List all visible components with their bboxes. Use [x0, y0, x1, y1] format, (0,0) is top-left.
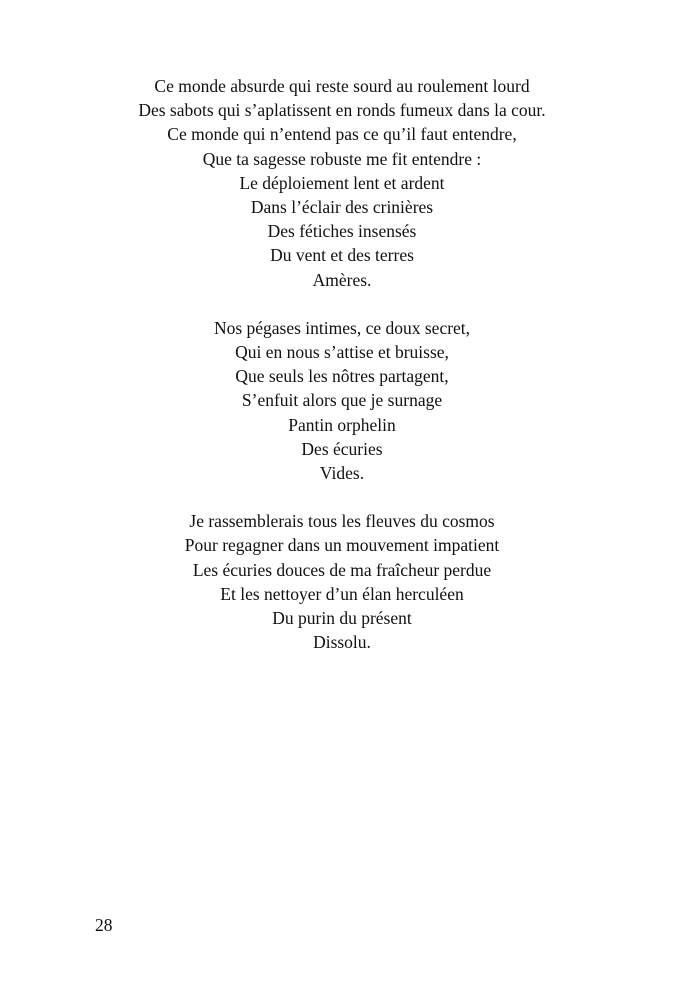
poem-line: Nos pégases intimes, ce doux secret,	[213, 317, 471, 338]
poem-line: Le déploiement lent et ardent	[239, 172, 445, 193]
poem-line: Ce monde absurde qui reste sourd au roulement lourd	[154, 76, 530, 96]
poem-line: Dissolu.	[313, 632, 371, 653]
poem-line: Du purin du présent	[272, 608, 412, 629]
poem-line: Des sabots qui s’aplatissent en ronds fumeux dans la cour.	[138, 100, 546, 121]
poem-line: Des fétiches insensés	[267, 221, 417, 242]
poem-line: Et les nettoyer d’un élan herculéen	[220, 583, 464, 604]
poem-line: Je rassemblerais tous les fleuves du cosmos	[189, 511, 495, 532]
page-number: 28	[95, 915, 113, 935]
stanza-1	[0, 74, 684, 292]
stanza-2	[0, 316, 684, 485]
poem-line: Ce monde qui n’entend pas ce qu’il faut entendre,	[167, 124, 517, 145]
poem-line: Des écuries	[301, 438, 383, 459]
poem-line: Amères.	[312, 269, 372, 290]
poem-line: Dans l’éclair des crinières	[250, 197, 434, 218]
poem-line: Du vent et des terres	[270, 245, 414, 266]
poem	[0, 74, 684, 678]
poem-line: Pour regagner dans un mouvement impatient	[184, 535, 500, 556]
poem-line: Les écuries douces de ma fraîcheur perdue	[192, 559, 492, 580]
poem-line: Qui en nous s’attise et bruisse,	[235, 342, 449, 363]
poem-line: Que ta sagesse robuste me fit entendre :	[202, 148, 482, 169]
stanza-3	[0, 509, 684, 654]
poem-line: S’enfuit alors que je surnage	[241, 390, 443, 411]
poem-line: Pantin orphelin	[288, 414, 396, 435]
poem-line: Que seuls les nôtres partagent,	[235, 366, 449, 387]
poem-line: Vides.	[319, 463, 365, 484]
